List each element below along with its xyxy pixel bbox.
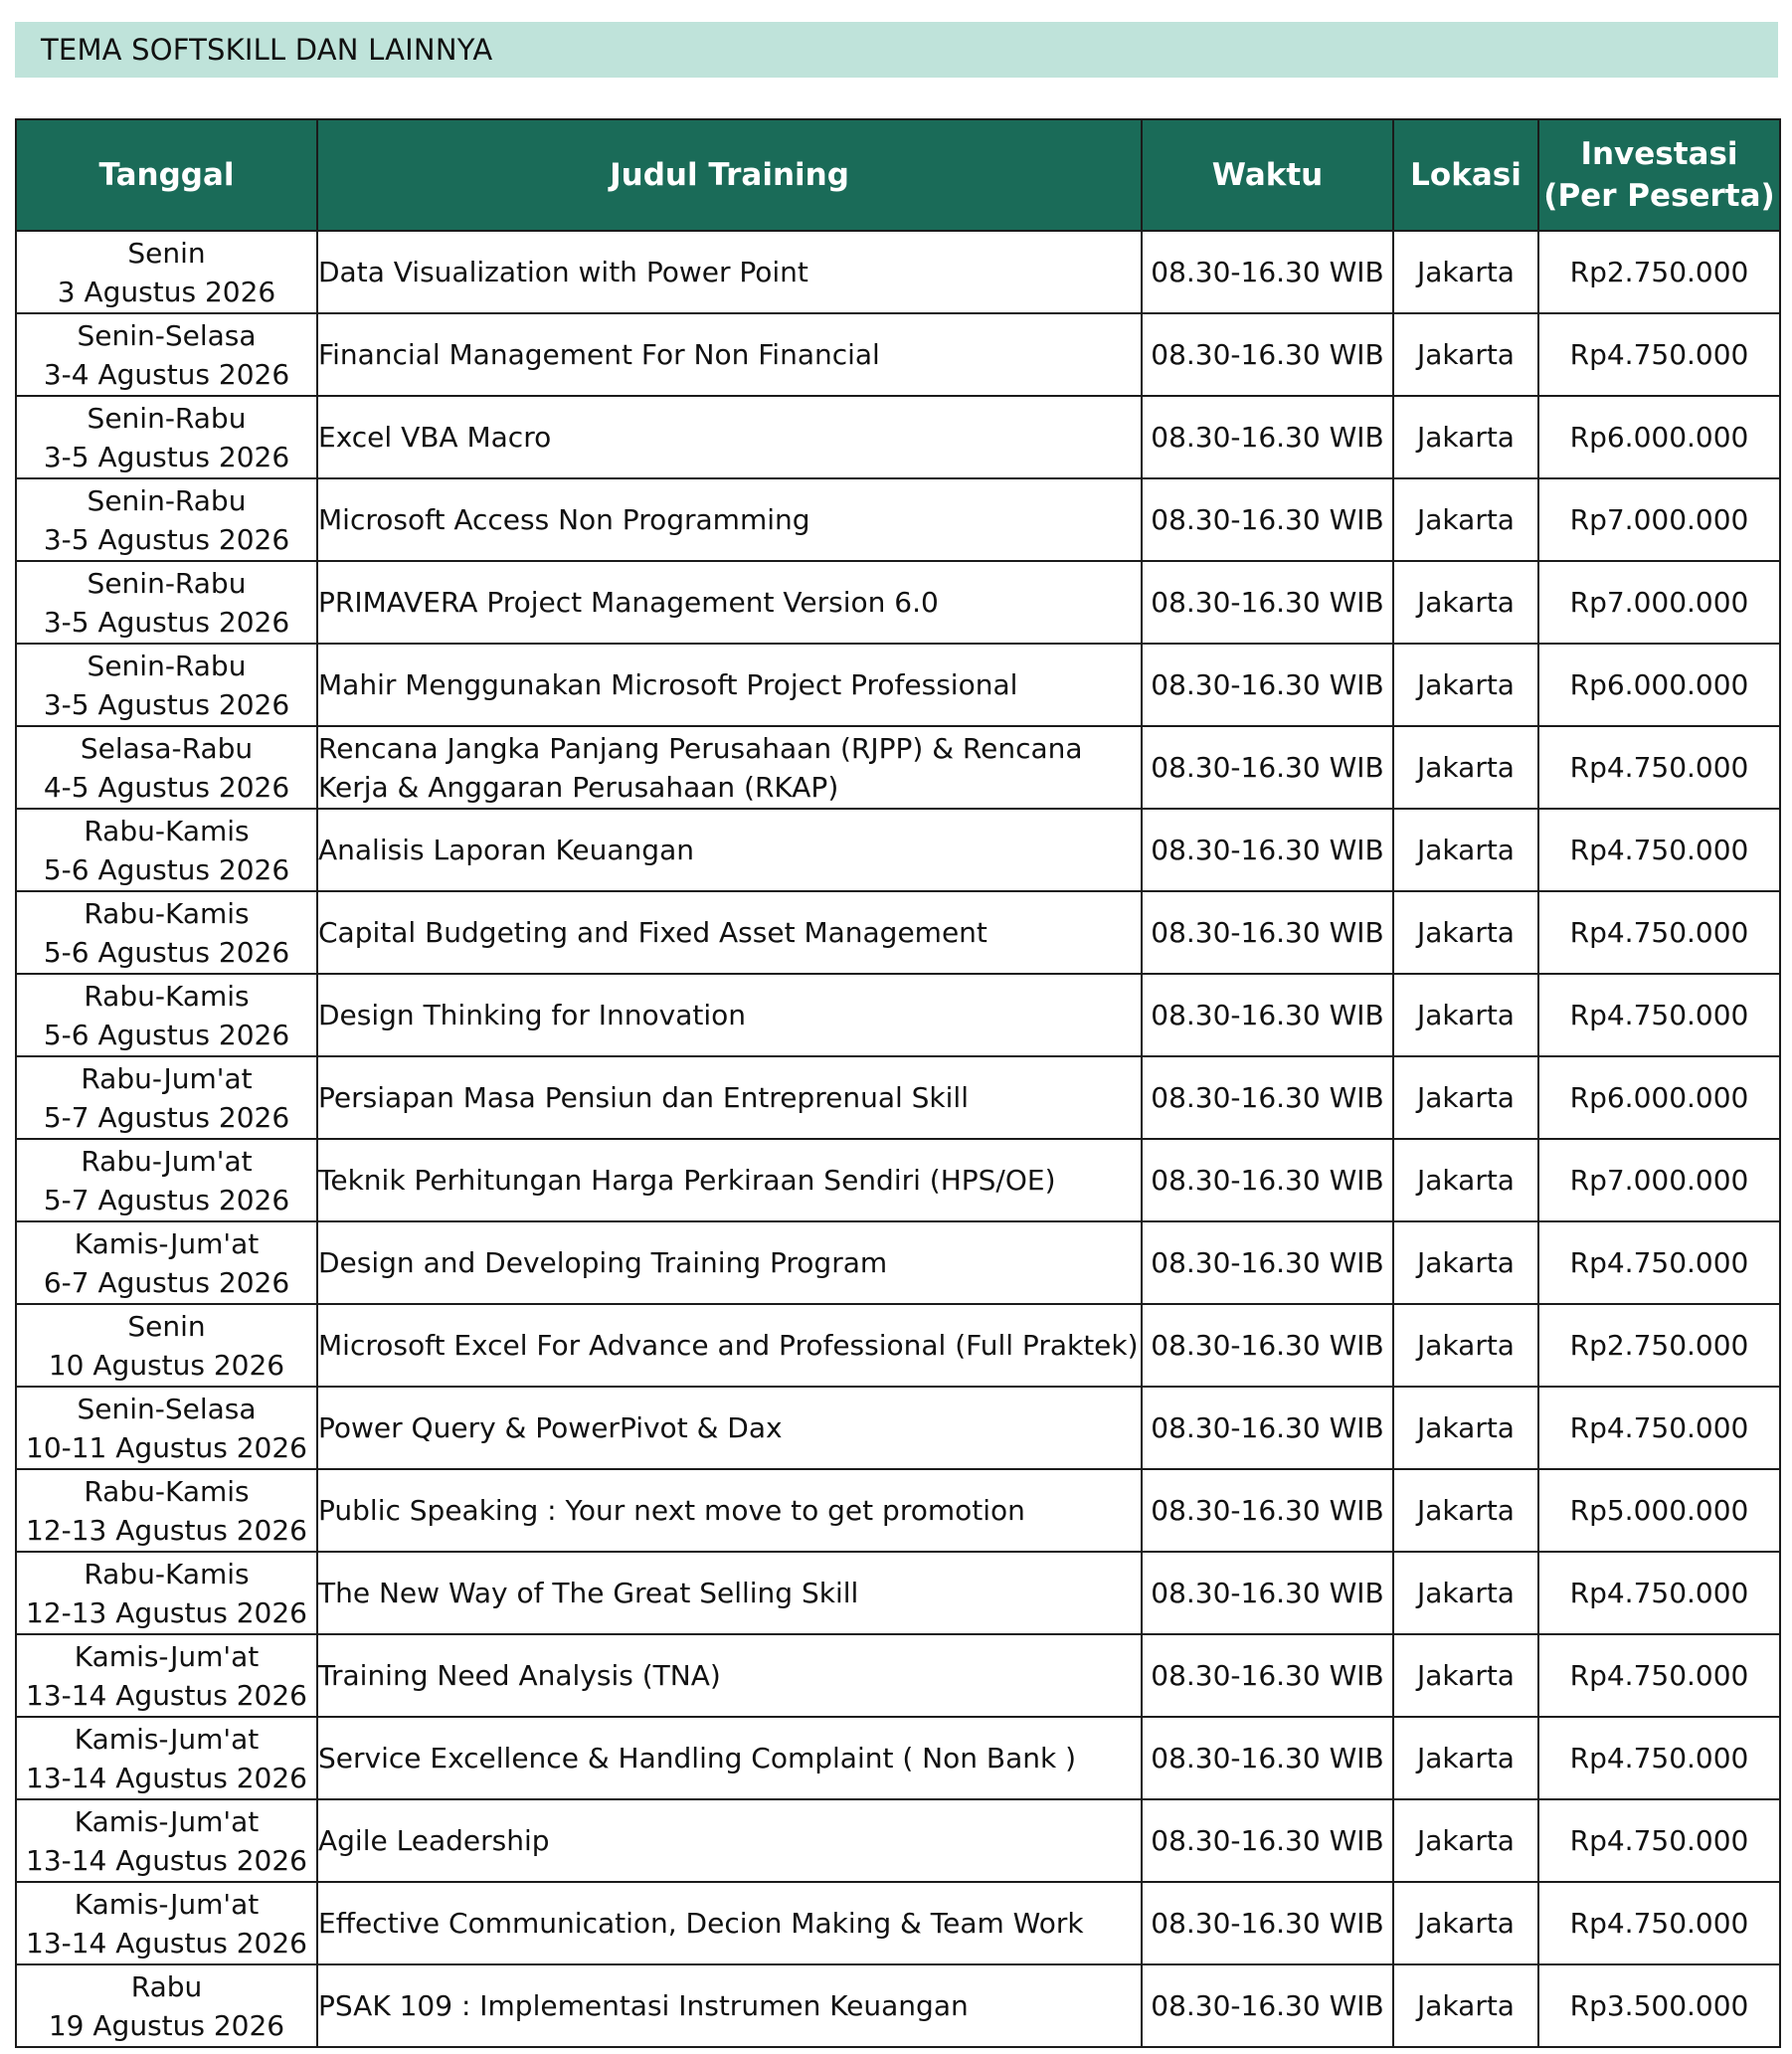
cell-price: Rp4.750.000 xyxy=(1538,1882,1780,1964)
cell-date xyxy=(16,1799,317,1882)
cell-time: 08.30-16.30 WIB xyxy=(1142,891,1393,974)
date-day: Rabu xyxy=(130,1969,203,2003)
date-day: Senin-Selasa xyxy=(77,318,257,352)
date-day: Senin-Rabu xyxy=(87,401,247,435)
cell-training-title: Service Excellence & Handling Complaint ( Non Bank ) xyxy=(317,1717,1142,1799)
date-day: Kamis-Jum'at xyxy=(74,1804,260,1838)
cell-time: 08.30-16.30 WIB xyxy=(1142,396,1393,478)
cell-time: 08.30-16.30 WIB xyxy=(1142,1056,1393,1139)
cell-time: 08.30-16.30 WIB xyxy=(1142,313,1393,396)
cell-location: Jakarta xyxy=(1393,1387,1538,1469)
cell-time: 08.30-16.30 WIB xyxy=(1142,561,1393,644)
cell-time: 08.30-16.30 WIB xyxy=(1142,1221,1393,1304)
cell-time: 08.30-16.30 WIB xyxy=(1142,1964,1393,2047)
cell-training-title: Public Speaking : Your next move to get promotion xyxy=(317,1469,1142,1552)
section-title: TEMA SOFTSKILL DAN LAINNYA xyxy=(41,33,493,67)
cell-training-title: Analisis Laporan Keuangan xyxy=(317,809,1142,891)
date-range: 13-14 Agustus 2026 xyxy=(26,1678,307,1712)
cell-price: Rp6.000.000 xyxy=(1538,644,1780,726)
cell-location: Jakarta xyxy=(1393,1964,1538,2047)
cell-location: Jakarta xyxy=(1393,396,1538,478)
cell-price: Rp4.750.000 xyxy=(1538,1552,1780,1634)
date-range: 3-5 Agustus 2026 xyxy=(43,605,290,639)
date-range: 5-6 Agustus 2026 xyxy=(43,935,290,969)
date-range: 13-14 Agustus 2026 xyxy=(26,1761,307,1794)
table-row xyxy=(16,1139,1780,1221)
cell-time: 08.30-16.30 WIB xyxy=(1142,1469,1393,1552)
table-row xyxy=(16,396,1780,478)
cell-training-title: Data Visualization with Power Point xyxy=(317,231,1142,313)
cell-date xyxy=(16,809,317,891)
cell-training-title: Agile Leadership xyxy=(317,1799,1142,1882)
cell-date xyxy=(16,396,317,478)
cell-price: Rp4.750.000 xyxy=(1538,891,1780,974)
date-day: Rabu-Kamis xyxy=(84,896,250,930)
date-day: Senin xyxy=(127,1309,206,1343)
header-time: Waktu xyxy=(1142,119,1393,231)
cell-location: Jakarta xyxy=(1393,231,1538,313)
cell-training-title: Effective Communication, Decion Making & Team Work xyxy=(317,1882,1142,1964)
cell-time: 08.30-16.30 WIB xyxy=(1142,231,1393,313)
cell-location: Jakarta xyxy=(1393,1799,1538,1882)
table-row xyxy=(16,561,1780,644)
date-range: 3-5 Agustus 2026 xyxy=(43,522,290,556)
date-day: Senin xyxy=(127,236,206,270)
cell-location: Jakarta xyxy=(1393,1221,1538,1304)
cell-date xyxy=(16,1964,317,2047)
cell-time: 08.30-16.30 WIB xyxy=(1142,1799,1393,1882)
date-day: Rabu-Kamis xyxy=(84,979,250,1013)
cell-price: Rp7.000.000 xyxy=(1538,1139,1780,1221)
cell-training-title: Design and Developing Training Program xyxy=(317,1221,1142,1304)
cell-training-title: Teknik Perhitungan Harga Perkiraan Sendiri (HPS/OE) xyxy=(317,1139,1142,1221)
date-range: 5-7 Agustus 2026 xyxy=(43,1100,290,1134)
cell-price: Rp5.000.000 xyxy=(1538,1469,1780,1552)
cell-location: Jakarta xyxy=(1393,1552,1538,1634)
date-range: 13-14 Agustus 2026 xyxy=(26,1843,307,1877)
date-range: 10-11 Agustus 2026 xyxy=(26,1430,307,1464)
cell-date xyxy=(16,974,317,1056)
date-day: Rabu-Jum'at xyxy=(81,1144,253,1178)
cell-location: Jakarta xyxy=(1393,1717,1538,1799)
cell-location: Jakarta xyxy=(1393,1139,1538,1221)
cell-date xyxy=(16,1056,317,1139)
date-day: Senin-Rabu xyxy=(87,566,247,600)
cell-time: 08.30-16.30 WIB xyxy=(1142,1882,1393,1964)
date-day: Rabu-Jum'at xyxy=(81,1061,253,1095)
date-day: Senin-Selasa xyxy=(77,1392,257,1425)
date-day: Senin-Rabu xyxy=(87,649,247,682)
date-range: 5-6 Agustus 2026 xyxy=(43,1018,290,1051)
cell-training-title: Mahir Menggunakan Microsoft Project Professional xyxy=(317,644,1142,726)
header-location: Lokasi xyxy=(1393,119,1538,231)
date-range: 5-6 Agustus 2026 xyxy=(43,852,290,886)
cell-time: 08.30-16.30 WIB xyxy=(1142,1139,1393,1221)
cell-training-title: Training Need Analysis (TNA) xyxy=(317,1634,1142,1717)
date-range: 3-5 Agustus 2026 xyxy=(43,440,290,473)
cell-training-title: Excel VBA Macro xyxy=(317,396,1142,478)
header-date: Tanggal xyxy=(16,119,317,231)
header-price-line2: (Per Peserta) xyxy=(1543,178,1775,214)
cell-location: Jakarta xyxy=(1393,809,1538,891)
cell-price: Rp4.750.000 xyxy=(1538,1717,1780,1799)
cell-date xyxy=(16,561,317,644)
cell-date xyxy=(16,1717,317,1799)
cell-location: Jakarta xyxy=(1393,313,1538,396)
date-day: Rabu-Kamis xyxy=(84,1557,250,1590)
cell-price: Rp4.750.000 xyxy=(1538,1634,1780,1717)
cell-location: Jakarta xyxy=(1393,1469,1538,1552)
cell-price: Rp4.750.000 xyxy=(1538,1799,1780,1882)
cell-location: Jakarta xyxy=(1393,561,1538,644)
date-range: 12-13 Agustus 2026 xyxy=(26,1595,307,1629)
cell-price: Rp4.750.000 xyxy=(1538,1387,1780,1469)
table-row xyxy=(16,313,1780,396)
table-row xyxy=(16,1717,1780,1799)
cell-date xyxy=(16,1552,317,1634)
table-header-row xyxy=(16,119,1780,231)
cell-date xyxy=(16,891,317,974)
table-row xyxy=(16,809,1780,891)
date-range: 3-4 Agustus 2026 xyxy=(43,357,290,391)
cell-date xyxy=(16,478,317,561)
date-range: 4-5 Agustus 2026 xyxy=(43,770,290,804)
cell-training-title: PSAK 109 : Implementasi Instrumen Keuangan xyxy=(317,1964,1142,2047)
cell-location: Jakarta xyxy=(1393,478,1538,561)
date-day: Kamis-Jum'at xyxy=(74,1226,260,1260)
cell-time: 08.30-16.30 WIB xyxy=(1142,1717,1393,1799)
cell-training-title: The New Way of The Great Selling Skill xyxy=(317,1552,1142,1634)
cell-training-title: Microsoft Excel For Advance and Professional (Full Praktek) xyxy=(317,1304,1142,1387)
training-schedule-table xyxy=(15,118,1781,2048)
cell-time: 08.30-16.30 WIB xyxy=(1142,974,1393,1056)
date-range: 10 Agustus 2026 xyxy=(48,1348,285,1382)
cell-price: Rp4.750.000 xyxy=(1538,1221,1780,1304)
cell-time: 08.30-16.30 WIB xyxy=(1142,1387,1393,1469)
cell-price: Rp4.750.000 xyxy=(1538,726,1780,809)
cell-date xyxy=(16,1387,317,1469)
date-range: 6-7 Agustus 2026 xyxy=(43,1265,290,1299)
cell-location: Jakarta xyxy=(1393,974,1538,1056)
cell-location: Jakarta xyxy=(1393,644,1538,726)
table-row xyxy=(16,644,1780,726)
cell-price: Rp2.750.000 xyxy=(1538,1304,1780,1387)
table-row xyxy=(16,1882,1780,1964)
cell-date xyxy=(16,231,317,313)
header-title: Judul Training xyxy=(317,119,1142,231)
date-day: Senin-Rabu xyxy=(87,483,247,517)
cell-training-title: Microsoft Access Non Programming xyxy=(317,478,1142,561)
table-row xyxy=(16,726,1780,809)
table-row xyxy=(16,1964,1780,2047)
header-price xyxy=(1538,119,1780,231)
date-range: 12-13 Agustus 2026 xyxy=(26,1513,307,1547)
cell-price: Rp4.750.000 xyxy=(1538,974,1780,1056)
cell-time: 08.30-16.30 WIB xyxy=(1142,478,1393,561)
cell-time: 08.30-16.30 WIB xyxy=(1142,644,1393,726)
table-row xyxy=(16,1387,1780,1469)
cell-location: Jakarta xyxy=(1393,1882,1538,1964)
section-banner xyxy=(15,22,1778,78)
date-day: Selasa-Rabu xyxy=(80,731,254,765)
cell-time: 08.30-16.30 WIB xyxy=(1142,1634,1393,1717)
table-row xyxy=(16,1469,1780,1552)
cell-price: Rp2.750.000 xyxy=(1538,231,1780,313)
cell-training-title: Rencana Jangka Panjang Perusahaan (RJPP) & Rencana Kerja & Anggaran Perusahaan (RKAP) xyxy=(317,726,1142,809)
date-day: Kamis-Jum'at xyxy=(74,1722,260,1756)
header-price-line1: Investasi xyxy=(1580,136,1738,172)
table-row xyxy=(16,1304,1780,1387)
table-row xyxy=(16,1552,1780,1634)
table-row xyxy=(16,478,1780,561)
table-row xyxy=(16,891,1780,974)
date-range: 3-5 Agustus 2026 xyxy=(43,687,290,721)
cell-location: Jakarta xyxy=(1393,891,1538,974)
cell-location: Jakarta xyxy=(1393,726,1538,809)
date-range: 5-7 Agustus 2026 xyxy=(43,1183,290,1216)
cell-price: Rp6.000.000 xyxy=(1538,1056,1780,1139)
cell-date xyxy=(16,1139,317,1221)
cell-training-title: Capital Budgeting and Fixed Asset Management xyxy=(317,891,1142,974)
cell-price: Rp4.750.000 xyxy=(1538,809,1780,891)
table-row xyxy=(16,1056,1780,1139)
cell-price: Rp4.750.000 xyxy=(1538,313,1780,396)
cell-time: 08.30-16.30 WIB xyxy=(1142,1552,1393,1634)
date-range: 13-14 Agustus 2026 xyxy=(26,1926,307,1960)
cell-price: Rp7.000.000 xyxy=(1538,478,1780,561)
cell-date xyxy=(16,726,317,809)
cell-date xyxy=(16,1469,317,1552)
date-range: 19 Agustus 2026 xyxy=(48,2008,285,2042)
cell-location: Jakarta xyxy=(1393,1634,1538,1717)
cell-price: Rp6.000.000 xyxy=(1538,396,1780,478)
cell-training-title: Persiapan Masa Pensiun dan Entreprenual Skill xyxy=(317,1056,1142,1139)
cell-date xyxy=(16,1221,317,1304)
cell-date xyxy=(16,644,317,726)
cell-price: Rp7.000.000 xyxy=(1538,561,1780,644)
table-row xyxy=(16,974,1780,1056)
cell-location: Jakarta xyxy=(1393,1056,1538,1139)
cell-date xyxy=(16,1304,317,1387)
cell-time: 08.30-16.30 WIB xyxy=(1142,809,1393,891)
cell-time: 08.30-16.30 WIB xyxy=(1142,1304,1393,1387)
cell-date xyxy=(16,313,317,396)
date-day: Rabu-Kamis xyxy=(84,814,250,847)
cell-date xyxy=(16,1882,317,1964)
cell-price: Rp3.500.000 xyxy=(1538,1964,1780,2047)
cell-location: Jakarta xyxy=(1393,1304,1538,1387)
table-row xyxy=(16,1221,1780,1304)
cell-date xyxy=(16,1634,317,1717)
table-row xyxy=(16,231,1780,313)
date-day: Kamis-Jum'at xyxy=(74,1639,260,1673)
cell-time: 08.30-16.30 WIB xyxy=(1142,726,1393,809)
cell-training-title: PRIMAVERA Project Management Version 6.0 xyxy=(317,561,1142,644)
table-row xyxy=(16,1634,1780,1717)
table-row xyxy=(16,1799,1780,1882)
cell-training-title: Financial Management For Non Financial xyxy=(317,313,1142,396)
date-day: Rabu-Kamis xyxy=(84,1474,250,1508)
date-day: Kamis-Jum'at xyxy=(74,1887,260,1921)
cell-training-title: Power Query & PowerPivot & Dax xyxy=(317,1387,1142,1469)
cell-training-title: Design Thinking for Innovation xyxy=(317,974,1142,1056)
date-range: 3 Agustus 2026 xyxy=(57,275,276,308)
